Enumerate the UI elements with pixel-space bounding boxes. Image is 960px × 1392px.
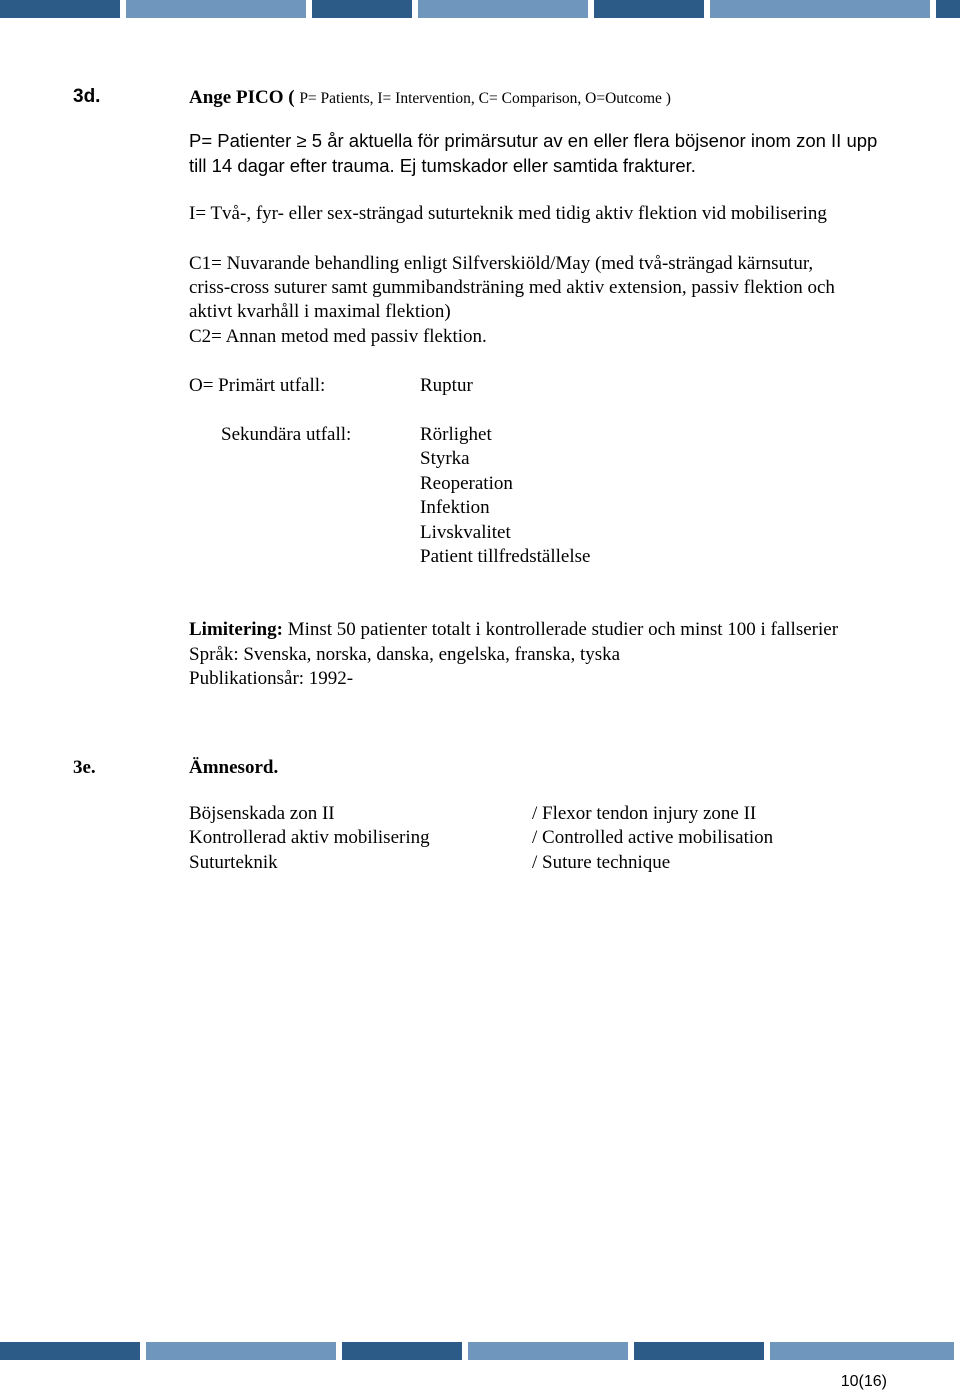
term-english: / Controlled active mobilisation <box>532 827 774 848</box>
p-line-1: P= Patienter ≥ 5 år aktuella för primärsutur av en eller flera böjsenor inom zon II upp <box>189 130 878 151</box>
outcome-primary-label: O= Primärt utfall: <box>189 375 326 396</box>
outcome-secondary-label: Sekundära utfall: <box>221 424 352 445</box>
outcome-secondary-item: Styrka <box>420 448 470 469</box>
publication-year-line: Publikationsår: 1992- <box>189 668 354 689</box>
c1-line-3: aktivt kvarhåll i maximal flektion) <box>189 301 451 322</box>
footer-band <box>0 1342 960 1360</box>
i-line: I= Två-, fyr- eller sex-strängad suturteknik med tidig aktiv flektion vid mobilisering <box>189 203 827 224</box>
header-band <box>0 0 960 18</box>
footer-band-segment <box>342 1342 462 1360</box>
footer-band-segment <box>146 1342 336 1360</box>
outcome-secondary-item: Rörlighet <box>420 424 492 445</box>
term-english: / Flexor tendon injury zone II <box>532 803 757 824</box>
footer-band-segment <box>0 1342 140 1360</box>
p-line-2: till 14 dagar efter trauma. Ej tumskador eller samtida frakturer. <box>189 155 696 176</box>
header-band-segment <box>312 0 412 18</box>
c1-line-2: criss-cross suturer samt gummibandsträning med aktiv extension, passiv flektion och <box>189 277 835 298</box>
footer-band-segment <box>634 1342 764 1360</box>
heading-main: Ange PICO ( <box>189 87 300 108</box>
footer-band-segment <box>770 1342 954 1360</box>
header-band-segment <box>936 0 960 18</box>
header-band-segment <box>594 0 704 18</box>
header-band-segment <box>418 0 588 18</box>
section-number: 3d. <box>73 86 101 107</box>
c1-line-1: C1= Nuvarande behandling enligt Silfverskiöld/May (med två-strängad kärnsutur, <box>189 253 814 274</box>
limitation-label: Limitering: <box>189 619 283 640</box>
section-heading: Ämnesord. <box>189 757 279 778</box>
term-swedish: Suturteknik <box>189 852 278 873</box>
section-number: 3e. <box>73 757 96 778</box>
outcome-secondary-item: Infektion <box>420 497 490 518</box>
heading-pico-definition: P= Patients, I= Intervention, C= Comparison, O=Outcome ) <box>299 90 671 107</box>
limitation-text: Minst 50 patienter totalt i kontrollerade studier och minst 100 i fallserier <box>282 619 839 640</box>
page-number: 10(16) <box>840 1373 887 1390</box>
outcome-secondary-item: Livskvalitet <box>420 522 511 543</box>
section-heading <box>189 86 671 111</box>
outcome-primary-value: Ruptur <box>420 375 473 396</box>
header-band-segment <box>0 0 120 18</box>
term-swedish: Kontrollerad aktiv mobilisering <box>189 827 430 848</box>
outcome-secondary-item: Reoperation <box>420 473 513 494</box>
c2-line: C2= Annan metod med passiv flektion. <box>189 326 487 347</box>
limitation-line <box>189 618 838 642</box>
term-swedish: Böjsenskada zon II <box>189 803 335 824</box>
footer-band-segment <box>468 1342 628 1360</box>
header-band-segment <box>126 0 306 18</box>
language-line: Språk: Svenska, norska, danska, engelska, franska, tyska <box>189 644 621 665</box>
outcome-secondary-item: Patient tillfredställelse <box>420 546 591 567</box>
header-band-segment <box>710 0 930 18</box>
term-english: / Suture technique <box>532 852 671 873</box>
